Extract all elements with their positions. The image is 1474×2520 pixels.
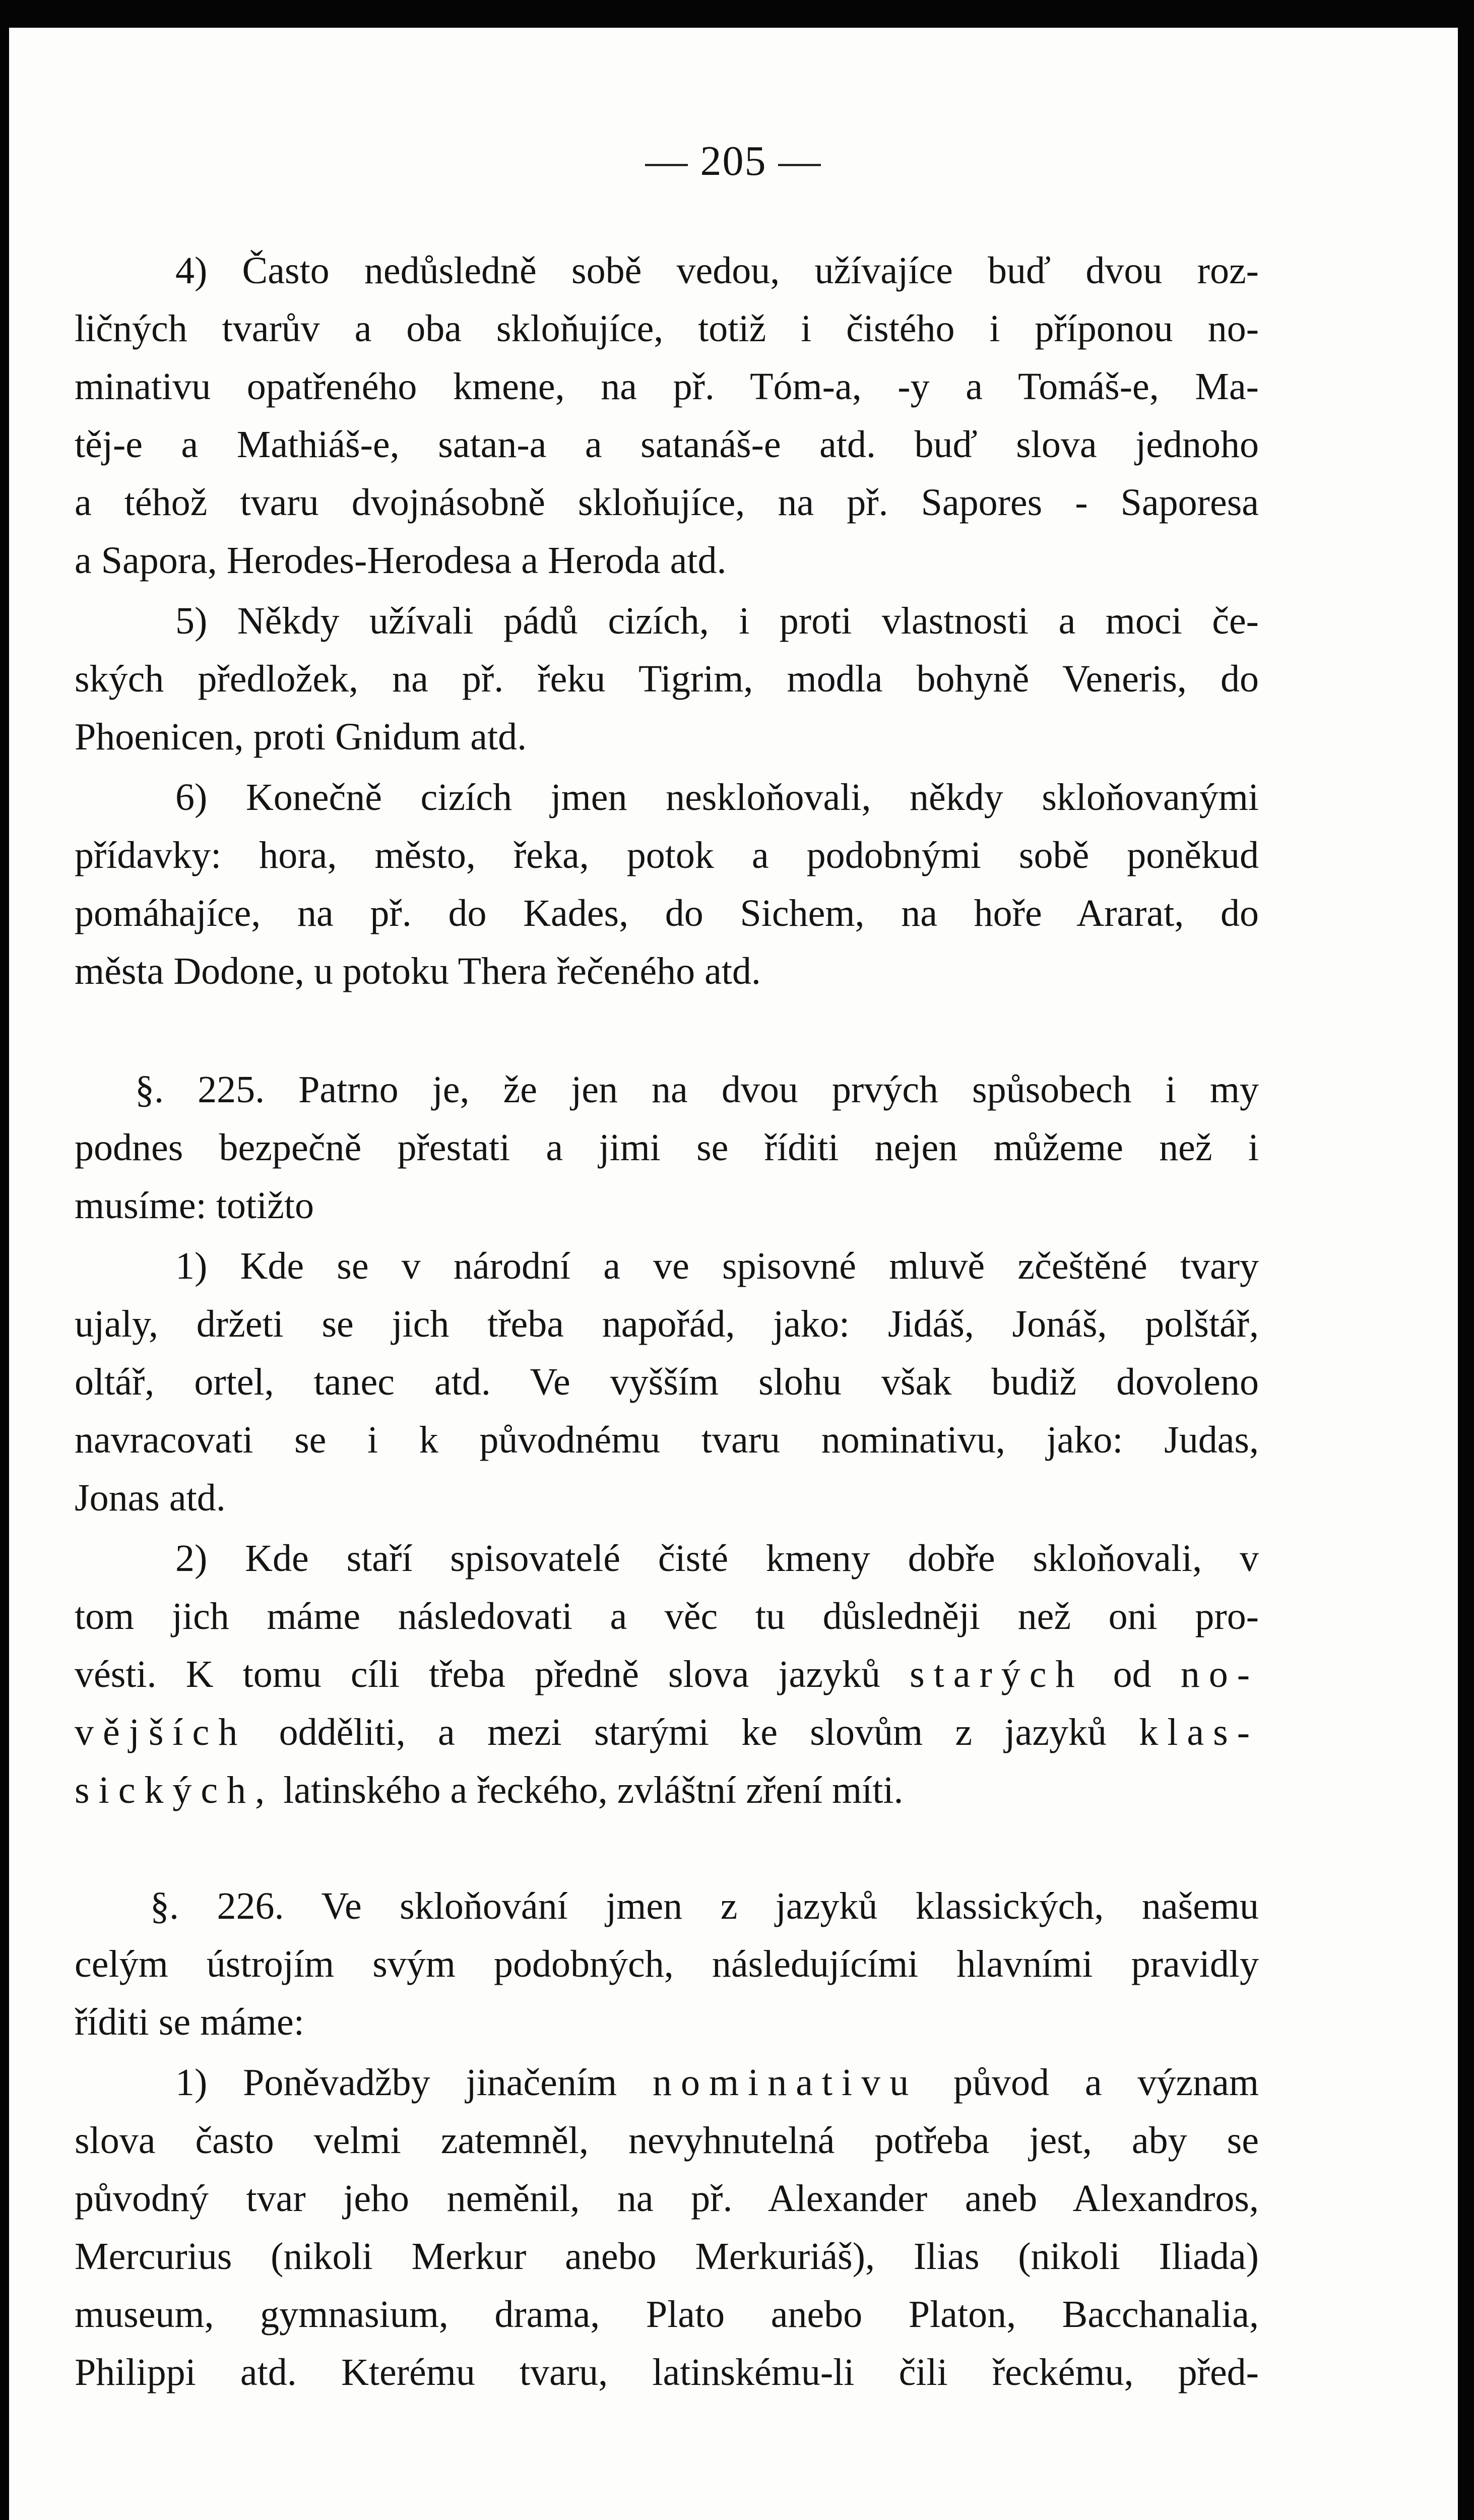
section-heading-226: §. 226. Ve skloňování jmen z jazyků klassických, našemu xyxy=(150,1885,1259,1927)
text-segment: původ a význam xyxy=(953,2061,1259,2104)
text-line: říditi se máme: xyxy=(75,2001,304,2043)
text-line: původný tvar jeho neměnil, na př. Alexander aneb Alexandros, xyxy=(75,2177,1259,2220)
text-line: pomáhajíce, na př. do Kades, do Sichem, na hoře Ararat, do xyxy=(75,892,1259,934)
text-line xyxy=(75,1764,1259,1816)
emphasized-word: nominativu xyxy=(652,2061,918,2104)
text-segment: od xyxy=(1113,1653,1151,1695)
text-segment: 1) Poněvadžby jinačením xyxy=(175,2061,617,2104)
text-line: ských předložek, na př. řeku Tigrim, modla bohyně Veneris, do xyxy=(75,658,1259,700)
text-line: 5) Někdy užívali pádů cizích, i proti vlastnosti a moci če- xyxy=(175,600,1259,642)
text-line: 6) Konečně cizích jmen neskloňovali, někdy skloňovanými xyxy=(175,776,1259,818)
text-line: města Dodone, u potoku Thera řečeného atd. xyxy=(75,950,761,992)
text-line: navracovati se i k původnému tvaru nominativu, jako: Judas, xyxy=(75,1419,1259,1461)
text-line: museum, gymnasium, drama, Plato anebo Platon, Bacchanalia, xyxy=(75,2293,1259,2336)
text-line: Phoenicen, proti Gnidum atd. xyxy=(75,716,527,758)
text-segment: vésti. K tomu cíli třeba předně slova jazyků xyxy=(75,1653,880,1695)
text-line xyxy=(75,1648,1259,1700)
text-line: 1) Kde se v národní a ve spisovné mluvě zčeštěné tvary xyxy=(175,1245,1259,1287)
text-line: a téhož tvaru dvojnásobně skloňujíce, na př. Sapores - Saporesa xyxy=(75,481,1259,524)
text-line: těj-e a Mathiáš-e, satan-a a satanáš-e atd. buď slova jednoho xyxy=(75,423,1259,466)
text-line xyxy=(75,1706,1259,1758)
text-line: tom jich máme následovati a věc tu důsledněji než oni pro- xyxy=(75,1595,1259,1637)
emphasized-word: starých xyxy=(910,1653,1084,1695)
section-heading-225: §. 225. Patrno je, že jen na dvou prvých spůsobech i my xyxy=(135,1068,1259,1111)
text-line: musíme: totižto xyxy=(75,1184,314,1227)
book-page xyxy=(9,28,1458,2520)
page-number: — 205 — xyxy=(645,138,822,184)
emphasized-word: vějších xyxy=(75,1711,247,1753)
emphasized-word: no- xyxy=(1180,1653,1259,1695)
text-line: oltář, ortel, tanec atd. Ve vyšším slohu však budiž dovoleno xyxy=(75,1361,1259,1403)
text-line: minativu opatřeného kmene, na př. Tóm-a, -y a Tomáš-e, Ma- xyxy=(75,365,1259,408)
text-line: a Sapora, Herodes-Herodesa a Heroda atd. xyxy=(75,539,727,582)
text-line: přídavky: hora, město, řeka, potok a podobnými sobě poněkud xyxy=(75,834,1259,876)
text-line: 4) Často nedůsledně sobě vedou, užívajíce buď dvou roz- xyxy=(175,249,1259,292)
text-segment: latinského a řeckého, zvláštní zření míti. xyxy=(283,1769,904,1811)
text-segment: odděliti, a mezi starými ke slovům z jazyků xyxy=(279,1711,1107,1753)
text-line: 2) Kde staří spisovatelé čisté kmeny dobře skloňovali, v xyxy=(175,1537,1259,1580)
text-line: podnes bezpečně přestati a jimi se říditi nejen můžeme než i xyxy=(75,1126,1259,1169)
text-line: slova často velmi zatemněl, nevyhnutelná potřeba jest, aby se xyxy=(75,2119,1259,2162)
emphasized-word: klas- xyxy=(1139,1711,1259,1753)
text-line xyxy=(75,2056,1259,2109)
text-line: ujaly, držeti se jich třeba napořád, jako: Jidáš, Jonáš, polštář, xyxy=(75,1303,1259,1345)
text-line: Philippi atd. Kterému tvaru, latinskému-li čili řeckému, před- xyxy=(75,2351,1259,2393)
emphasized-word: sických, xyxy=(75,1769,274,1811)
text-line: Mercurius (nikoli Merkur anebo Merkuriáš), Ilias (nikoli Iliada) xyxy=(75,2235,1259,2278)
text-line: Jonas atd. xyxy=(75,1477,226,1519)
text-line: celým ústrojím svým podobných, následujícími hlavními pravidly xyxy=(75,1943,1259,1985)
text-line: ličných tvarův a oba skloňujíce, totiž i čistého i příponou no- xyxy=(75,307,1259,350)
